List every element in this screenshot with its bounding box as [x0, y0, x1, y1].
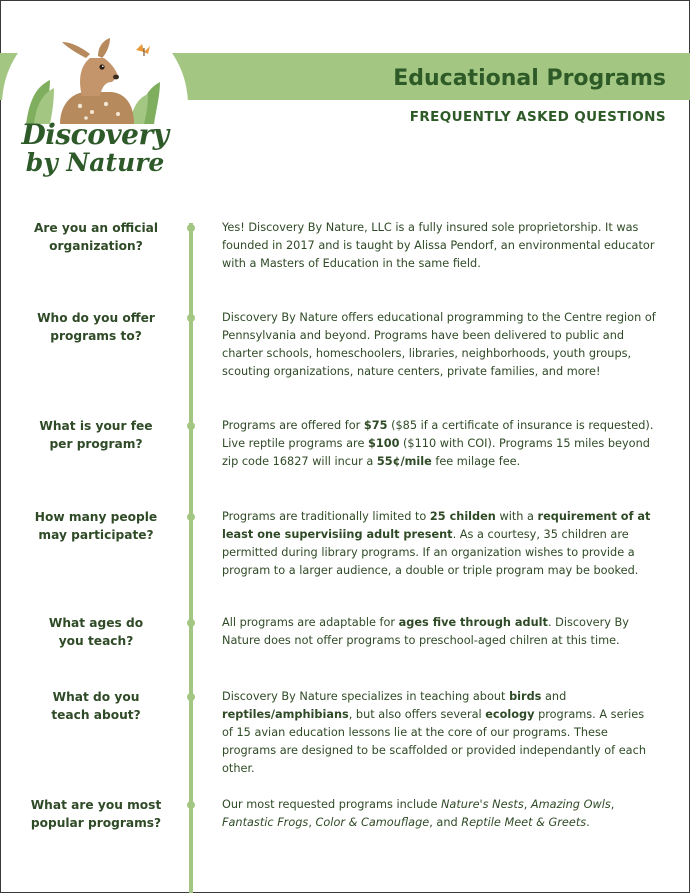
answer-text-run: Yes! Discovery By Nature, LLC is a fully insured sole proprietorship. It was founded in 2017 and is taught by Alissa Pendorf, an environmental educator with a Masters of Education in the same field.	[222, 221, 655, 270]
answer-text-run: $100	[367, 437, 400, 450]
faq-question	[14, 309, 178, 345]
answer-text-run: Discovery By Nature offers educational programming to the Centre region of Pennsylvania and beyond. Programs have been delivered to public and charter schools, homeschoolers, libraries, neighborhoods, youth groups, scouting organizations, nature centers, private families, and more!	[222, 311, 656, 378]
answer-text-run: .	[586, 816, 590, 829]
answer-text-run: Amazing Owls	[530, 798, 611, 811]
answer-text-run: ,	[308, 816, 316, 829]
logo-wordmark-line2: by Nature	[25, 148, 165, 177]
faq-question	[14, 417, 178, 453]
page-title: Educational Programs	[393, 66, 666, 91]
fawn-illustration-icon	[20, 36, 170, 124]
answer-text-run: 25 childen	[429, 510, 496, 523]
faq-question-line: How many people	[34, 510, 158, 524]
faq-answer	[222, 688, 658, 778]
timeline-dot	[187, 693, 195, 701]
timeline-dot	[187, 513, 195, 521]
answer-text-run: Our most requested programs include	[222, 798, 441, 811]
faq-question	[14, 796, 178, 832]
faq-question-line: popular programs?	[30, 816, 162, 830]
faq-question-line: you teach?	[58, 634, 134, 648]
answer-text-run: programs. A series of 15 avian education lessons lie at the core of our programs. These programs are designed to be scaffolded or provided independantly of each other.	[222, 708, 646, 775]
faq-answer	[222, 219, 658, 273]
answer-text-run: , and	[429, 816, 462, 829]
answer-text-run: ages five through adult	[398, 616, 548, 629]
faq-answer	[222, 417, 658, 471]
faq-question	[14, 688, 178, 724]
answer-text-run: requirement of at least one supervisiing adult present	[222, 510, 651, 541]
answer-text-run: reptiles/amphibians	[222, 708, 349, 721]
timeline-line	[189, 223, 193, 893]
answer-text-run: , but also offers several	[348, 708, 486, 721]
answer-text-run: $75	[363, 419, 388, 432]
faq-answer	[222, 614, 658, 650]
answer-text-run: Fantastic Frogs	[222, 816, 309, 829]
answer-text-run: ecology	[485, 708, 535, 721]
answer-text-run: Nature's Nests	[440, 798, 524, 811]
answer-text-run: Color & Camouflage	[315, 816, 430, 829]
faq-answer	[222, 796, 658, 832]
timeline-dot	[187, 619, 195, 627]
page-subtitle: FREQUENTLY ASKED QUESTIONS	[409, 109, 666, 125]
faq-answer	[222, 309, 658, 381]
faq-question	[14, 219, 178, 255]
faq-question-line: programs to?	[50, 329, 142, 343]
answer-text-run: . Discovery By Nature does not offer programs to preschool-aged chilren at this time.	[222, 616, 629, 647]
faq-question-line: What ages do	[48, 616, 144, 630]
timeline-dot	[187, 314, 195, 322]
faq-question-line: may participate?	[38, 528, 154, 542]
answer-text-run: and	[541, 690, 567, 703]
answer-text-run: ,	[523, 798, 531, 811]
answer-text-run: 55¢/mile	[376, 455, 432, 468]
answer-text-run: Programs are offered for	[222, 419, 364, 432]
faq-question-line: What do you	[52, 690, 140, 704]
answer-text-run: birds	[509, 690, 542, 703]
answer-text-run: Discovery By Nature specializes in teaching about	[222, 690, 510, 703]
answer-text-run: ($85 if a certificate of insurance is requested). Live reptile programs are	[222, 419, 654, 450]
logo-wordmark-line1: Discovery	[21, 118, 169, 151]
answer-text-run: All programs are adaptable for	[222, 616, 399, 629]
timeline-dot	[187, 224, 195, 232]
answer-text-run: fee milage fee.	[431, 455, 521, 468]
faq-question-line: Are you an official	[33, 221, 159, 235]
faq-question	[14, 508, 178, 544]
faq-question-line: organization?	[49, 239, 143, 253]
faq-question-line: What is your fee	[39, 419, 153, 433]
answer-text-run: Reptile Meet & Greets	[461, 816, 587, 829]
answer-text-run: Programs are traditionally limited to	[222, 510, 430, 523]
faq-question	[14, 614, 178, 650]
faq-question-line: teach about?	[51, 708, 141, 722]
faq-answer	[222, 508, 658, 580]
faq-question-line: Who do you offer	[37, 311, 155, 325]
timeline-dot	[187, 422, 195, 430]
faq-question-line: What are you most	[30, 798, 162, 812]
faq-question-line: per program?	[49, 437, 143, 451]
answer-text-run: with a	[495, 510, 538, 523]
answer-text-run: ,	[610, 798, 615, 811]
timeline-dot	[187, 801, 195, 809]
answer-text-run: ($110 with COI). Programs 15 miles beyond zip code 16827 will incur a	[222, 437, 650, 468]
answer-text-run: . As a courtesy, 35 children are permitted during library programs. If an organization wishes to provide a program to a larger audience, a double or triple program may be booked.	[222, 528, 639, 577]
